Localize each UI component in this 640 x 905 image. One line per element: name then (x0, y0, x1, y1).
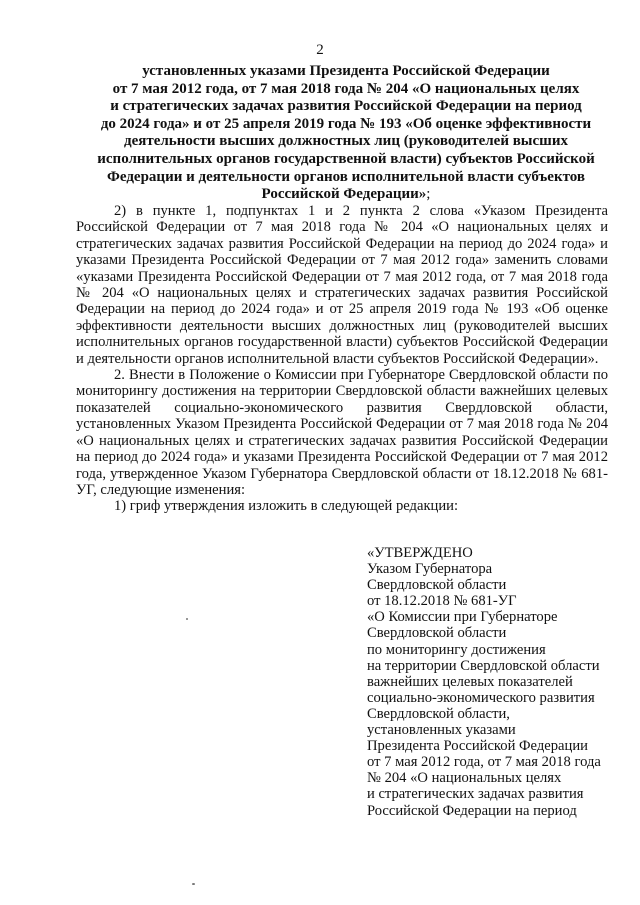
heading-line-last (76, 186, 616, 204)
scan-speck (192, 883, 195, 885)
stamp-line: важнейших целевых показателей (367, 673, 573, 690)
heading-line: исполнительных органов государственной власти) субъектов Российской (97, 150, 595, 167)
stamp-line: и стратегических задачах развития (367, 786, 584, 803)
page-number: 2 (316, 42, 324, 58)
stamp-line: социально-экономического развития (367, 689, 595, 706)
heading-line: от 7 мая 2012 года, от 7 мая 2018 года № 204 «О национальных целях (112, 80, 580, 97)
heading-line: и стратегических задачах развития Российской Федерации на период (110, 98, 582, 115)
heading-line: до 2024 года» и от 25 апреля 2019 года № 193 «Об оценке эффективности (100, 115, 592, 132)
stamp-line: Российской Федерации на период (367, 802, 577, 819)
stamp-line: от 18.12.2018 № 681-УГ (367, 593, 517, 610)
heading-tail: ; (426, 186, 431, 203)
scan-speck (186, 618, 188, 620)
stamp-line: № 204 «О национальных целях (367, 770, 562, 787)
paragraph: 2. Внести в Положение о Комиссии при Губернаторе Свердловской области по мониторингу достижения на территории Свердловской области важнейших целевых показателей социально-экономического развития Свердловской области, установленных Указом Президента Российской Федерации от 7 мая 2018 года № 204 «О национальных целях и стратегических задачах развития Российской Федерации на период до 2024 года» и указами Президента Российской Федерации от 7 мая 2012 года, утвержденное Указом Губернатора Свердловской области от 18.12.2018 № 681-УГ, следующие изменения: (76, 367, 608, 498)
body-text (76, 203, 608, 515)
heading-line-text: Российской Федерации» (261, 186, 427, 203)
paragraph: 2) в пункте 1, подпунктах 1 и 2 пункта 2 слова «Указом Президента Российской Федерации от 7 мая 2018 года № 204 «О национальных целях и стратегических задачах развития Российской Федерации на период до 2024 года» и указами Президента Российской Федерации от 7 мая 2012 года» заменить словами «указами Президента Российской Федерации от 7 мая 2012 года, от 7 мая 2018 года № 204 «О национальных целях и стратегических задачах развития Российской Федерации на период до 2024 года» и от 25 апреля 2019 года № 193 «Об оценке эффективности деятельности высших должностных лиц (руководителей высших исполнительных органов государственной власти) субъектов Российской Федерации и деятельности органов исполнительной власти субъектов Российской Федерации». (76, 203, 608, 367)
stamp-line: установленных указами (367, 722, 516, 739)
heading-block (76, 63, 616, 204)
stamp-line: от 7 мая 2012 года, от 7 мая 2018 года (367, 754, 601, 771)
stamp-line: «О Комиссии при Губернаторе (367, 609, 558, 626)
stamp-line: Свердловской области (367, 577, 507, 594)
heading-line: установленных указами Президента Российской Федерации (142, 63, 550, 79)
stamp-line: Свердловской области (367, 625, 507, 642)
list-item: 1) гриф утверждения изложить в следующей редакции: (114, 498, 459, 515)
stamp-line: «УТВЕРЖДЕНО (367, 545, 473, 561)
approval-stamp (367, 545, 627, 819)
stamp-line: Указом Губернатора (367, 561, 493, 578)
stamp-line: Свердловской области, (367, 705, 510, 722)
stamp-line: на территории Свердловской области (367, 657, 600, 674)
heading-line: Федерации и деятельности органов исполнительной власти субъектов (107, 168, 585, 185)
stamp-line: по мониторингу достижения (367, 641, 546, 658)
stamp-line: Президента Российской Федерации (367, 738, 588, 755)
heading-line: деятельности высших должностных лиц (руководителей высших (123, 133, 568, 150)
